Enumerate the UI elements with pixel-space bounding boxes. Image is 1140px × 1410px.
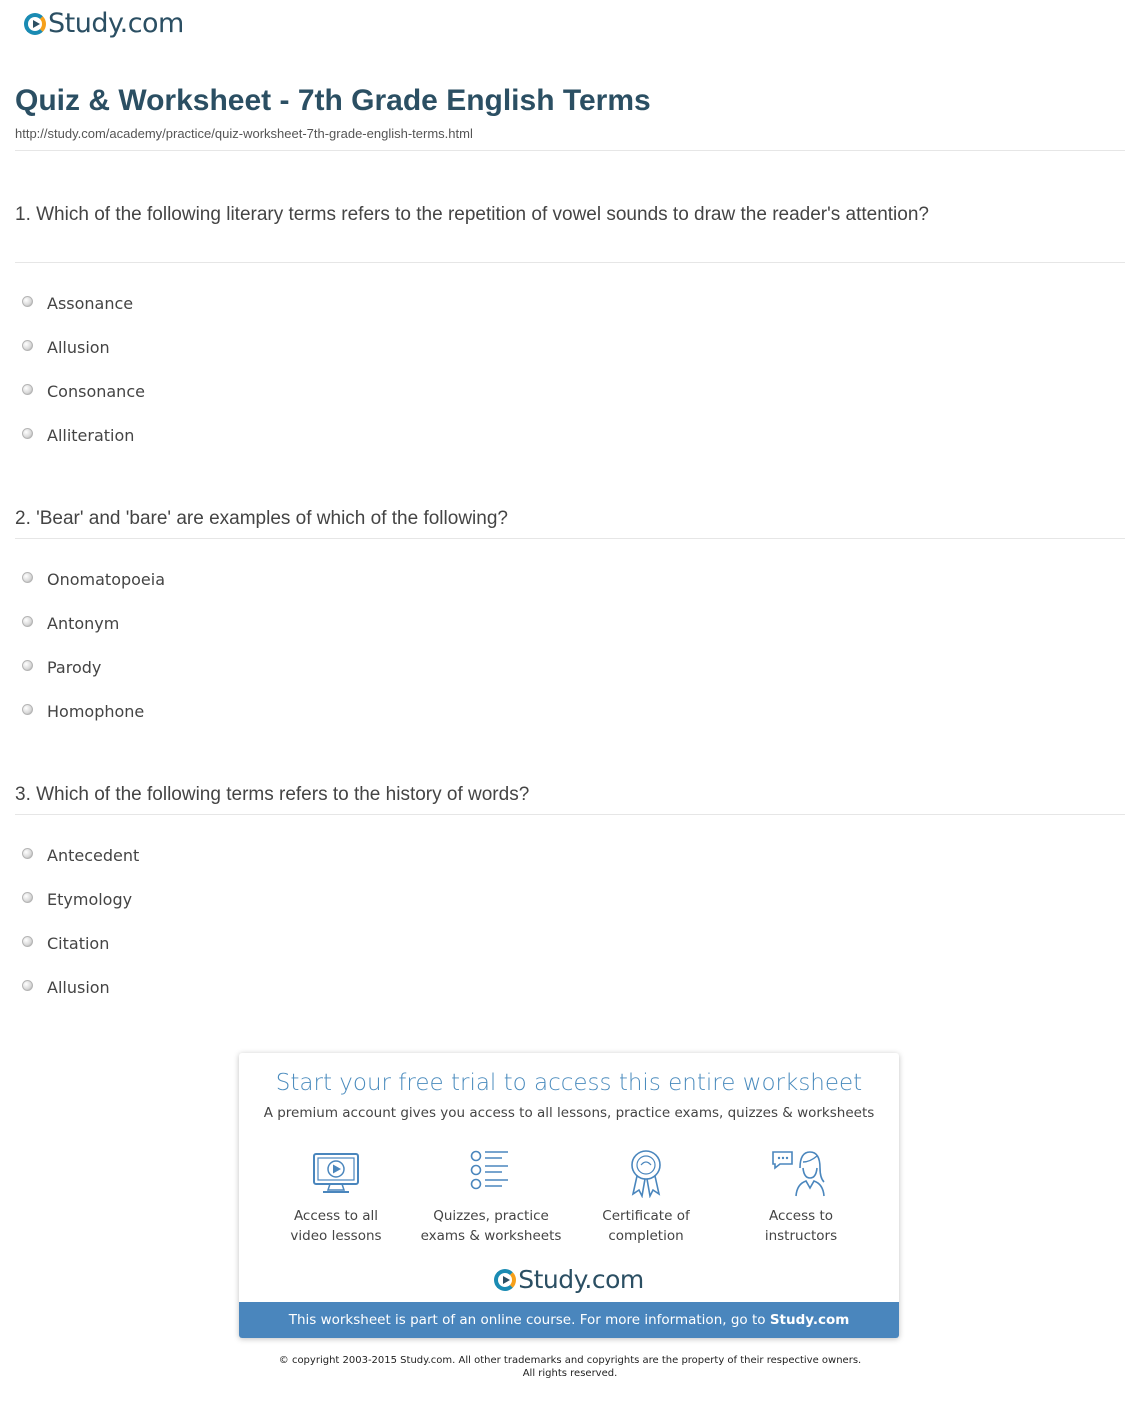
question-3-option-1[interactable] <box>22 844 139 866</box>
option-label: Assonance <box>47 293 134 313</box>
feature-label-line1: Quizzes, practice <box>433 1208 549 1224</box>
feature-certificate <box>571 1148 721 1246</box>
page-title: Quiz & Worksheet - 7th Grade English Terms <box>15 84 651 117</box>
free-trial-subtitle: A premium account gives you access to all lessons, practice exams, quizzes & worksheets <box>263 1105 875 1121</box>
feature-instructors <box>726 1148 876 1246</box>
question-3-option-4[interactable] <box>22 976 110 998</box>
radio-button-icon[interactable] <box>22 428 33 439</box>
radio-button-icon[interactable] <box>22 340 33 351</box>
logo-text: Study.com <box>48 8 184 39</box>
feature-label-line2: completion <box>608 1228 684 1244</box>
radio-button-icon[interactable] <box>22 384 33 395</box>
option-label: Homophone <box>47 701 145 721</box>
question-1-divider <box>15 262 1125 263</box>
option-label: Antecedent <box>47 845 140 865</box>
question-3-option-2[interactable] <box>22 888 132 910</box>
radio-button-icon[interactable] <box>22 980 33 991</box>
rights-reserved-line: All rights reserved. <box>522 1368 618 1379</box>
free-trial-panel <box>239 1053 899 1338</box>
header-divider <box>15 150 1125 151</box>
video-lesson-icon <box>311 1148 361 1198</box>
course-info-bar <box>239 1302 899 1338</box>
radio-button-icon[interactable] <box>22 848 33 859</box>
question-1-option-1[interactable] <box>22 292 133 314</box>
logo-text: Study.com <box>518 1265 644 1294</box>
radio-button-icon[interactable] <box>22 936 33 947</box>
question-3-option-3[interactable] <box>22 932 109 954</box>
question-3-divider <box>15 814 1125 815</box>
study-com-logo[interactable] <box>24 8 184 39</box>
option-label: Citation <box>47 933 110 953</box>
question-3: 3. Which of the following terms refers to the history of words? <box>15 784 530 805</box>
option-label: Alliteration <box>47 425 135 445</box>
play-circle-logo-icon <box>24 13 46 35</box>
option-label: Allusion <box>47 337 110 357</box>
free-trial-title[interactable]: Start your free trial to access this entire worksheet <box>275 1070 863 1096</box>
copyright-line: © copyright 2003-2015 Study.com. All other trademarks and copyrights are the property of their respective owners. <box>278 1355 862 1366</box>
question-2-option-2[interactable] <box>22 612 119 634</box>
question-1: 1. Which of the following literary terms refers to the repetition of vowel sounds to draw the reader's attention? <box>15 204 929 225</box>
feature-label-line2: instructors <box>764 1228 838 1244</box>
question-1-option-2[interactable] <box>22 336 110 358</box>
option-label: Etymology <box>47 889 133 909</box>
radio-button-icon[interactable] <box>22 704 33 715</box>
feature-label-line1: Access to <box>768 1208 834 1224</box>
question-2: 2. 'Bear' and 'bare' are examples of which of the following? <box>15 508 508 529</box>
cta-study-com-logo[interactable] <box>239 1265 899 1294</box>
radio-button-icon[interactable] <box>22 616 33 627</box>
course-info-text: This worksheet is part of an online course. For more information, go to <box>288 1312 766 1328</box>
study-com-link[interactable]: Study.com <box>769 1312 850 1328</box>
radio-button-icon[interactable] <box>22 572 33 583</box>
checklist-icon <box>466 1148 516 1198</box>
feature-label-line2: video lessons <box>290 1228 382 1244</box>
option-label: Antonym <box>47 613 120 633</box>
question-2-divider <box>15 538 1125 539</box>
feature-label-line2: exams & worksheets <box>420 1228 562 1244</box>
option-label: Onomatopoeia <box>47 569 166 589</box>
radio-button-icon[interactable] <box>22 660 33 671</box>
feature-video-lessons <box>261 1148 411 1246</box>
radio-button-icon[interactable] <box>22 892 33 903</box>
feature-quizzes <box>416 1148 566 1246</box>
radio-button-icon[interactable] <box>22 296 33 307</box>
option-label: Parody <box>47 657 102 677</box>
copyright-notice <box>0 1354 1140 1380</box>
question-1-option-3[interactable] <box>22 380 145 402</box>
option-label: Allusion <box>47 977 110 997</box>
option-label: Consonance <box>47 381 145 401</box>
feature-label-line1: Certificate of <box>602 1208 690 1224</box>
question-2-option-1[interactable] <box>22 568 165 590</box>
question-2-option-4[interactable] <box>22 700 144 722</box>
play-circle-logo-icon <box>494 1269 516 1291</box>
instructor-icon <box>770 1148 832 1198</box>
question-2-option-3[interactable] <box>22 656 101 678</box>
certificate-ribbon-icon <box>621 1148 671 1198</box>
question-1-option-4[interactable] <box>22 424 134 446</box>
page-url: http://study.com/academy/practice/quiz-worksheet-7th-grade-english-terms.html <box>15 126 473 141</box>
feature-label-line1: Access to all <box>293 1208 379 1224</box>
